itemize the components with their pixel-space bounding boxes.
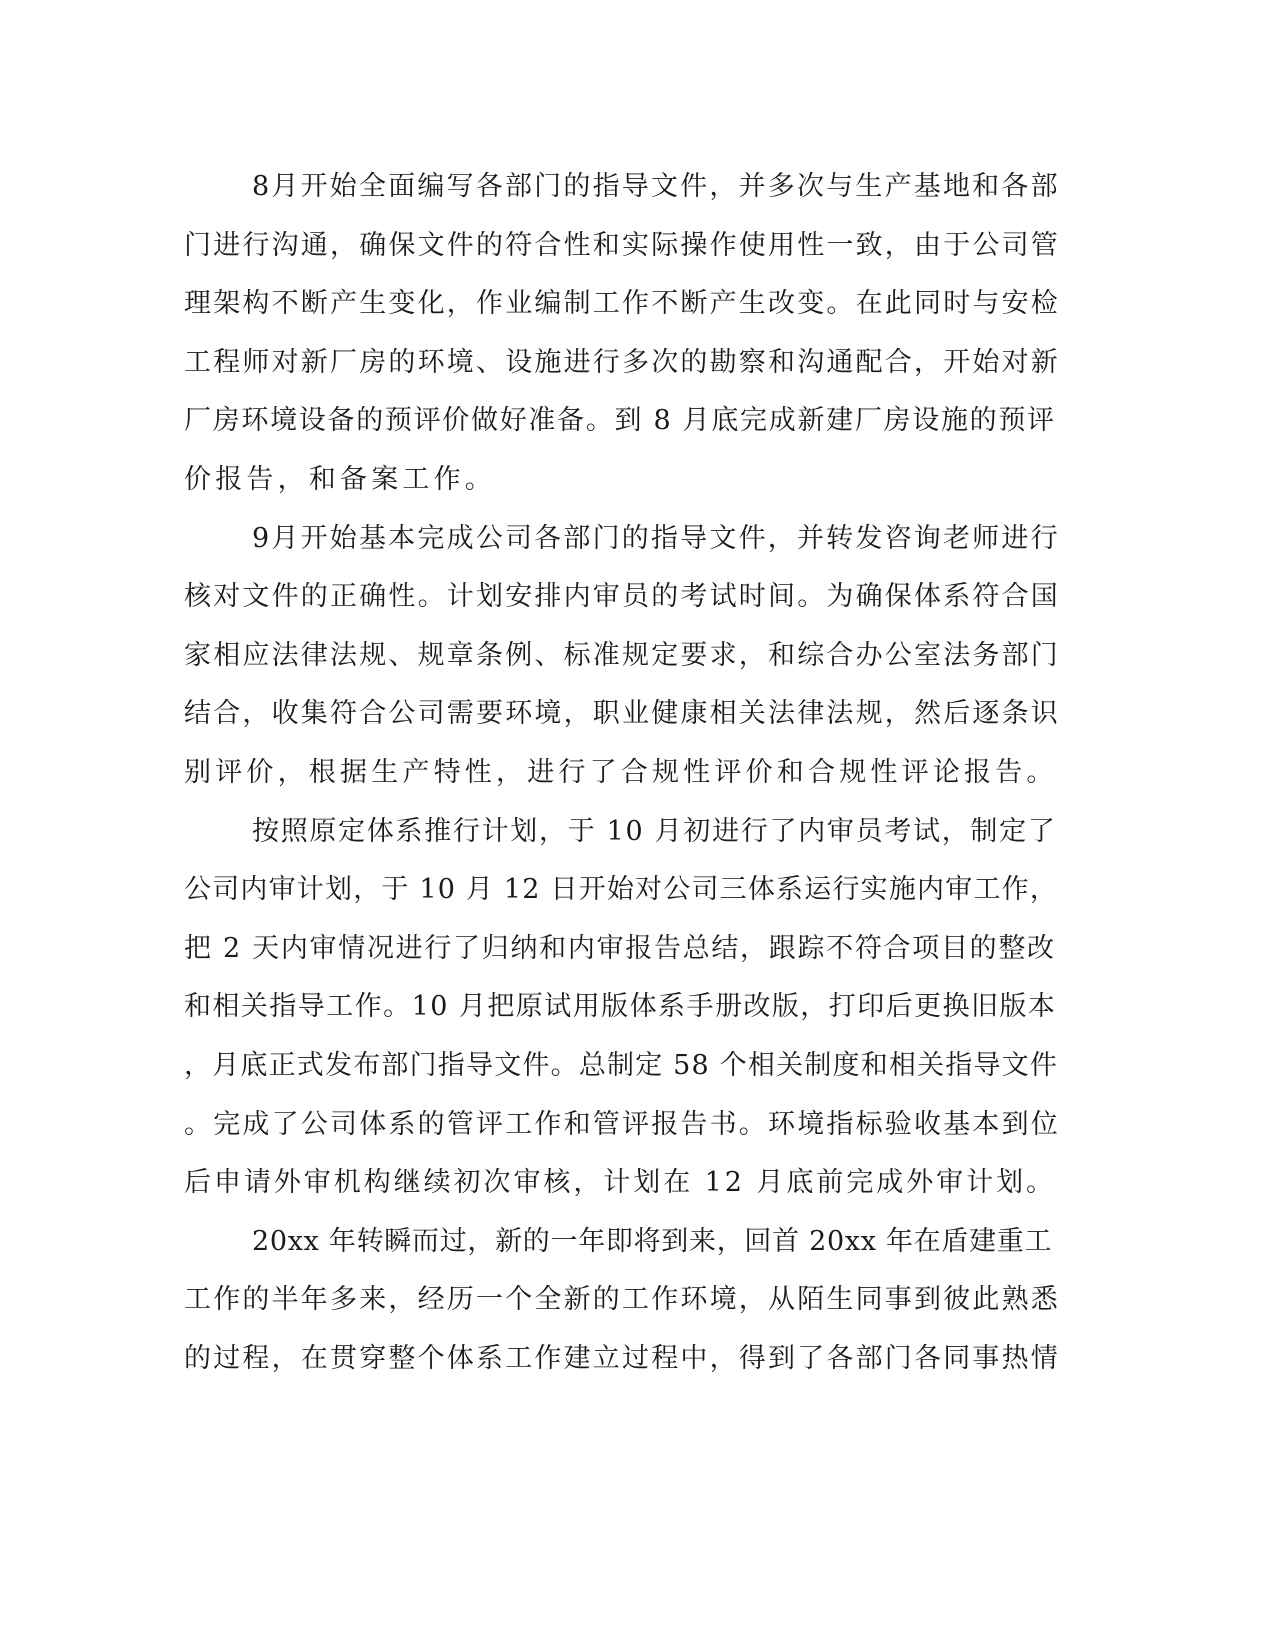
text-line: 的过程，在贯穿整个体系工作建立过程中，得到了各部门各同事热情 — [184, 1342, 1060, 1374]
paragraph-first-line: 9月开始基本完成公司各部门的指导文件，并转发咨询老师进行 — [252, 522, 1060, 554]
text-line: 公司内审计划，于 10 月 12 日开始对公司三体系运行实施内审工作， — [184, 874, 1059, 906]
text-line: 工程师对新厂房的环境、设施进行多次的勘察和沟通配合，开始对新 — [184, 346, 1060, 378]
text-line: 核对文件的正确性。计划安排内审员的考试时间。为确保体系符合国 — [184, 581, 1060, 613]
text-line: 理架构不断产生变化，作业编制工作不断产生改变。在此同时与安检 — [184, 288, 1060, 320]
text-line: 家相应法律法规、规章条例、标准规定要求，和综合办公室法务部门 — [184, 639, 1060, 671]
text-line: 结合，收集符合公司需要环境，职业健康相关法律法规，然后逐条识 — [184, 698, 1060, 730]
document-body — [184, 158, 1060, 1388]
text-line: 把 2 天内审情况进行了归纳和内审报告总结，跟踪不符合项目的整改 — [184, 932, 1056, 964]
text-line: 后申请外审机构继续初次审核，计划在 12 月底前完成外审计划。 — [184, 1167, 1056, 1199]
text-line: 价报告，和备案工作。 — [184, 463, 496, 495]
text-line: ，月底正式发布部门指导文件。总制定 58 个相关制度和相关指导文件 — [184, 1049, 1059, 1081]
paragraph-first-line: 20xx 年转瞬而过，新的一年即将到来，回首 20xx 年在盾建重工 — [252, 1225, 1053, 1257]
text-line: 门进行沟通，确保文件的符合性和实际操作使用性一致，由于公司管 — [184, 229, 1060, 261]
text-line: 别评价，根据生产特性，进行了合规性评价和合规性评论报告。 — [184, 756, 1058, 788]
paragraph-first-line: 按照原定体系推行计划，于 10 月初进行了内审员考试，制定了 — [252, 815, 1057, 847]
text-line: 和相关指导工作。10 月把原试用版体系手册改版，打印后更换旧版本 — [184, 991, 1057, 1023]
text-line: 工作的半年多来，经历一个全新的工作环境，从陌生同事到彼此熟悉 — [184, 1284, 1060, 1316]
paragraph-first-line: 8月开始全面编写各部门的指导文件，并多次与生产基地和各部 — [252, 171, 1060, 202]
text-line: 厂房环境设备的预评价做好准备。到 8 月底完成新建厂房设施的预评 — [184, 405, 1056, 437]
text-line: 。完成了公司体系的管评工作和管评报告书。环境指标验收基本到位 — [184, 1108, 1060, 1140]
